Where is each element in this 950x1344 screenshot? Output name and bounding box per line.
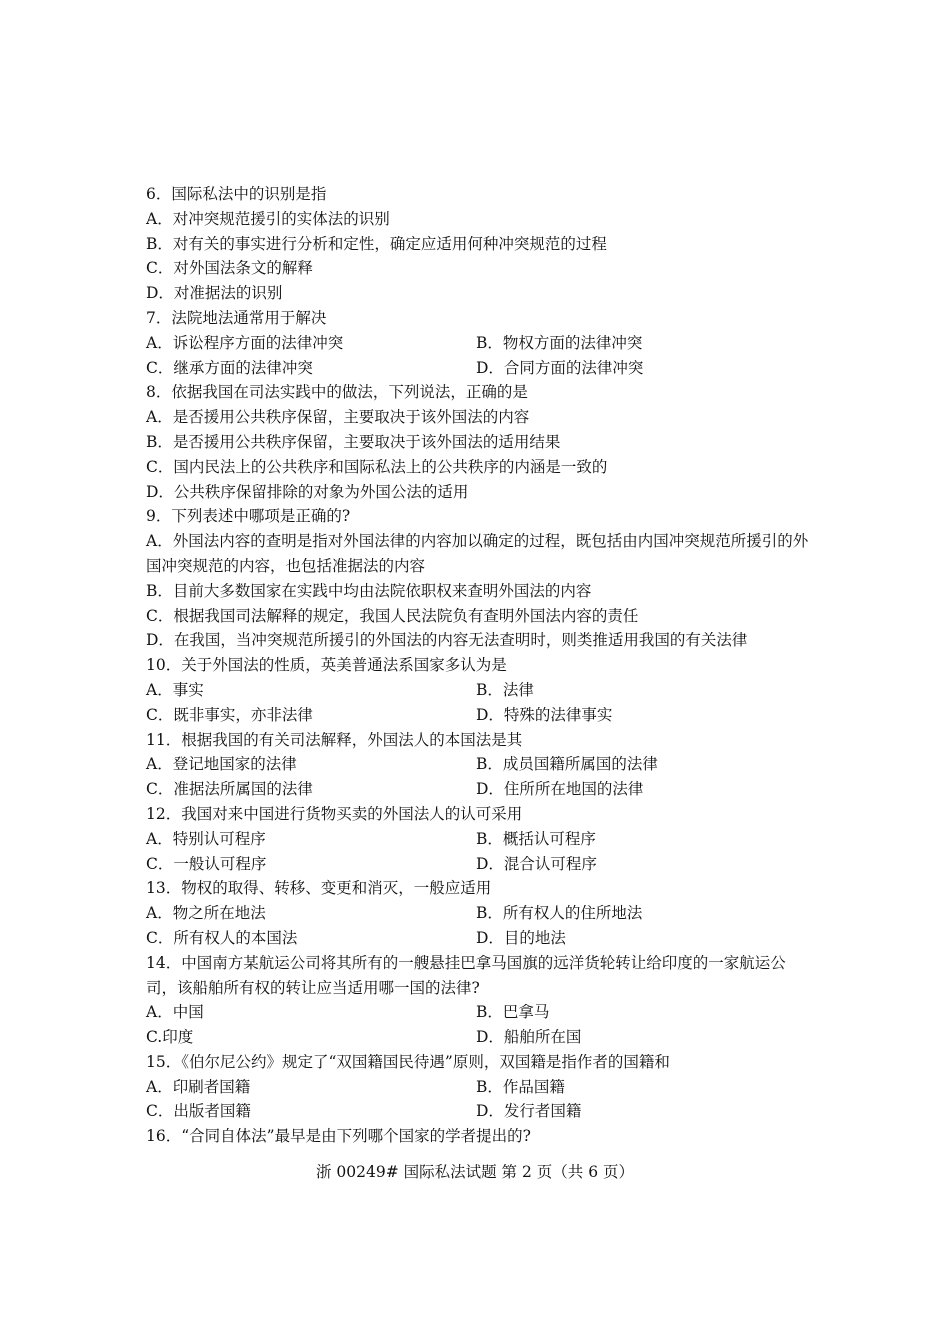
option: C.印度 <box>146 1028 194 1047</box>
question-stem: 11．根据我国的有关司法解释，外国法人的本国法是其 <box>146 730 523 749</box>
option-row <box>146 827 814 852</box>
option: C．准据法所属国的法律 <box>146 780 313 799</box>
option: B．成员国籍所属国的法律 <box>476 755 658 774</box>
option: A．诉讼程序方面的法律冲突 <box>146 333 344 352</box>
option: C．根据我国司法解释的规定，我国人民法院负有查明外国法内容的责任 <box>146 606 639 625</box>
option: A．中国 <box>146 1003 204 1022</box>
option: C．既非事实，亦非法律 <box>146 705 313 724</box>
option: C．继承方面的法律冲突 <box>146 358 313 377</box>
option: B．目前大多数国家在实践中均由法院依职权来查明外国法的内容 <box>146 581 592 600</box>
option: D．目的地法 <box>476 928 566 947</box>
option: B．作品国籍 <box>476 1077 565 1096</box>
question-stem: 6．国际私法中的识别是指 <box>146 185 327 203</box>
option: D．公共秩序保留排除的对象为外国公法的适用 <box>146 482 469 501</box>
option-row <box>146 356 814 381</box>
question-stem: 12．我国对来中国进行货物买卖的外国法人的认可采用 <box>146 804 523 823</box>
option: C．对外国法条文的解释 <box>146 259 313 278</box>
question-stem: 8．依据我国在司法实践中的做法，下列说法，正确的是 <box>146 383 528 402</box>
option: B．物权方面的法律冲突 <box>476 333 643 352</box>
option-row <box>146 703 814 728</box>
option: C．出版者国籍 <box>146 1102 251 1121</box>
option: D．船舶所在国 <box>476 1028 582 1047</box>
option-row <box>146 1075 814 1100</box>
option: C．一般认可程序 <box>146 854 267 873</box>
option: B．所有权人的住所地法 <box>476 904 643 923</box>
option: B．概括认可程序 <box>476 829 596 848</box>
option: D．合同方面的法律冲突 <box>476 358 644 377</box>
option-row <box>146 1000 814 1025</box>
option-row <box>146 852 814 877</box>
option: A．印刷者国籍 <box>146 1077 251 1096</box>
option-row <box>146 678 814 703</box>
option-row <box>146 777 814 802</box>
question-stem: 14．中国南方某航运公司将其所有的一艘悬挂巴拿马国旗的远洋货轮转让给印度的一家航运公司，该船舶所有权的转让应当适用哪一国的法律? <box>146 953 786 997</box>
option: C．所有权人的本国法 <box>146 928 298 947</box>
option: B．巴拿马 <box>476 1003 550 1022</box>
option-row <box>146 1099 814 1124</box>
option: A．对冲突规范援引的实体法的识别 <box>146 209 390 228</box>
question-stem: 10．关于外国法的性质，英美普通法系国家多认为是 <box>146 656 507 675</box>
option: A．特别认可程序 <box>146 829 266 848</box>
question-stem: 7．法院地法通常用于解决 <box>146 308 327 327</box>
question-stem: 16．“合同自体法”最早是由下列哪个国家的学者提出的? <box>146 1127 531 1146</box>
option: D．对准据法的识别 <box>146 284 283 303</box>
option: B．是否援用公共秩序保留，主要取决于该外国法的适用结果 <box>146 432 561 451</box>
page-footer: 浙 00249# 国际私法试题 第 2 页（共 6 页） <box>315 1163 634 1181</box>
option: D．发行者国籍 <box>476 1102 582 1121</box>
option-row <box>146 901 814 926</box>
option: A．事实 <box>146 680 204 699</box>
option: B．法律 <box>476 680 534 699</box>
option: A．外国法内容的查明是指对外国法律的内容加以确定的过程，既包括由内国冲突规范所援引的外国冲突规范的内容，也包括准据法的内容 <box>146 532 809 575</box>
option-row <box>146 331 814 356</box>
question-stem: 15．《伯尔尼公约》规定了“双国籍国民待遇”原则，双国籍是指作者的国籍和 <box>146 1052 670 1071</box>
option: A．登记地国家的法律 <box>146 755 297 774</box>
exam-content <box>146 182 814 1149</box>
option: A．物之所在地法 <box>146 904 266 923</box>
option-row <box>146 752 814 777</box>
option: D．住所所在地国的法律 <box>476 780 644 799</box>
option: D．混合认可程序 <box>476 854 597 873</box>
option-row <box>146 1025 814 1050</box>
option: C．国内民法上的公共秩序和国际私法上的公共秩序的内涵是一致的 <box>146 457 608 476</box>
option-row <box>146 926 814 951</box>
option: B．对有关的事实进行分析和定性，确定应适用何种冲突规范的过程 <box>146 234 607 253</box>
option: D．在我国，当冲突规范所援引的外国法的内容无法查明时，则类推适用我国的有关法律 <box>146 631 748 650</box>
question-stem: 13．物权的取得、转移、变更和消灭，一般应适用 <box>146 879 492 898</box>
option: A．是否援用公共秩序保留，主要取决于该外国法的内容 <box>146 408 530 427</box>
question-stem: 9．下列表述中哪项是正确的? <box>146 507 351 526</box>
option: D．特殊的法律事实 <box>476 705 613 724</box>
